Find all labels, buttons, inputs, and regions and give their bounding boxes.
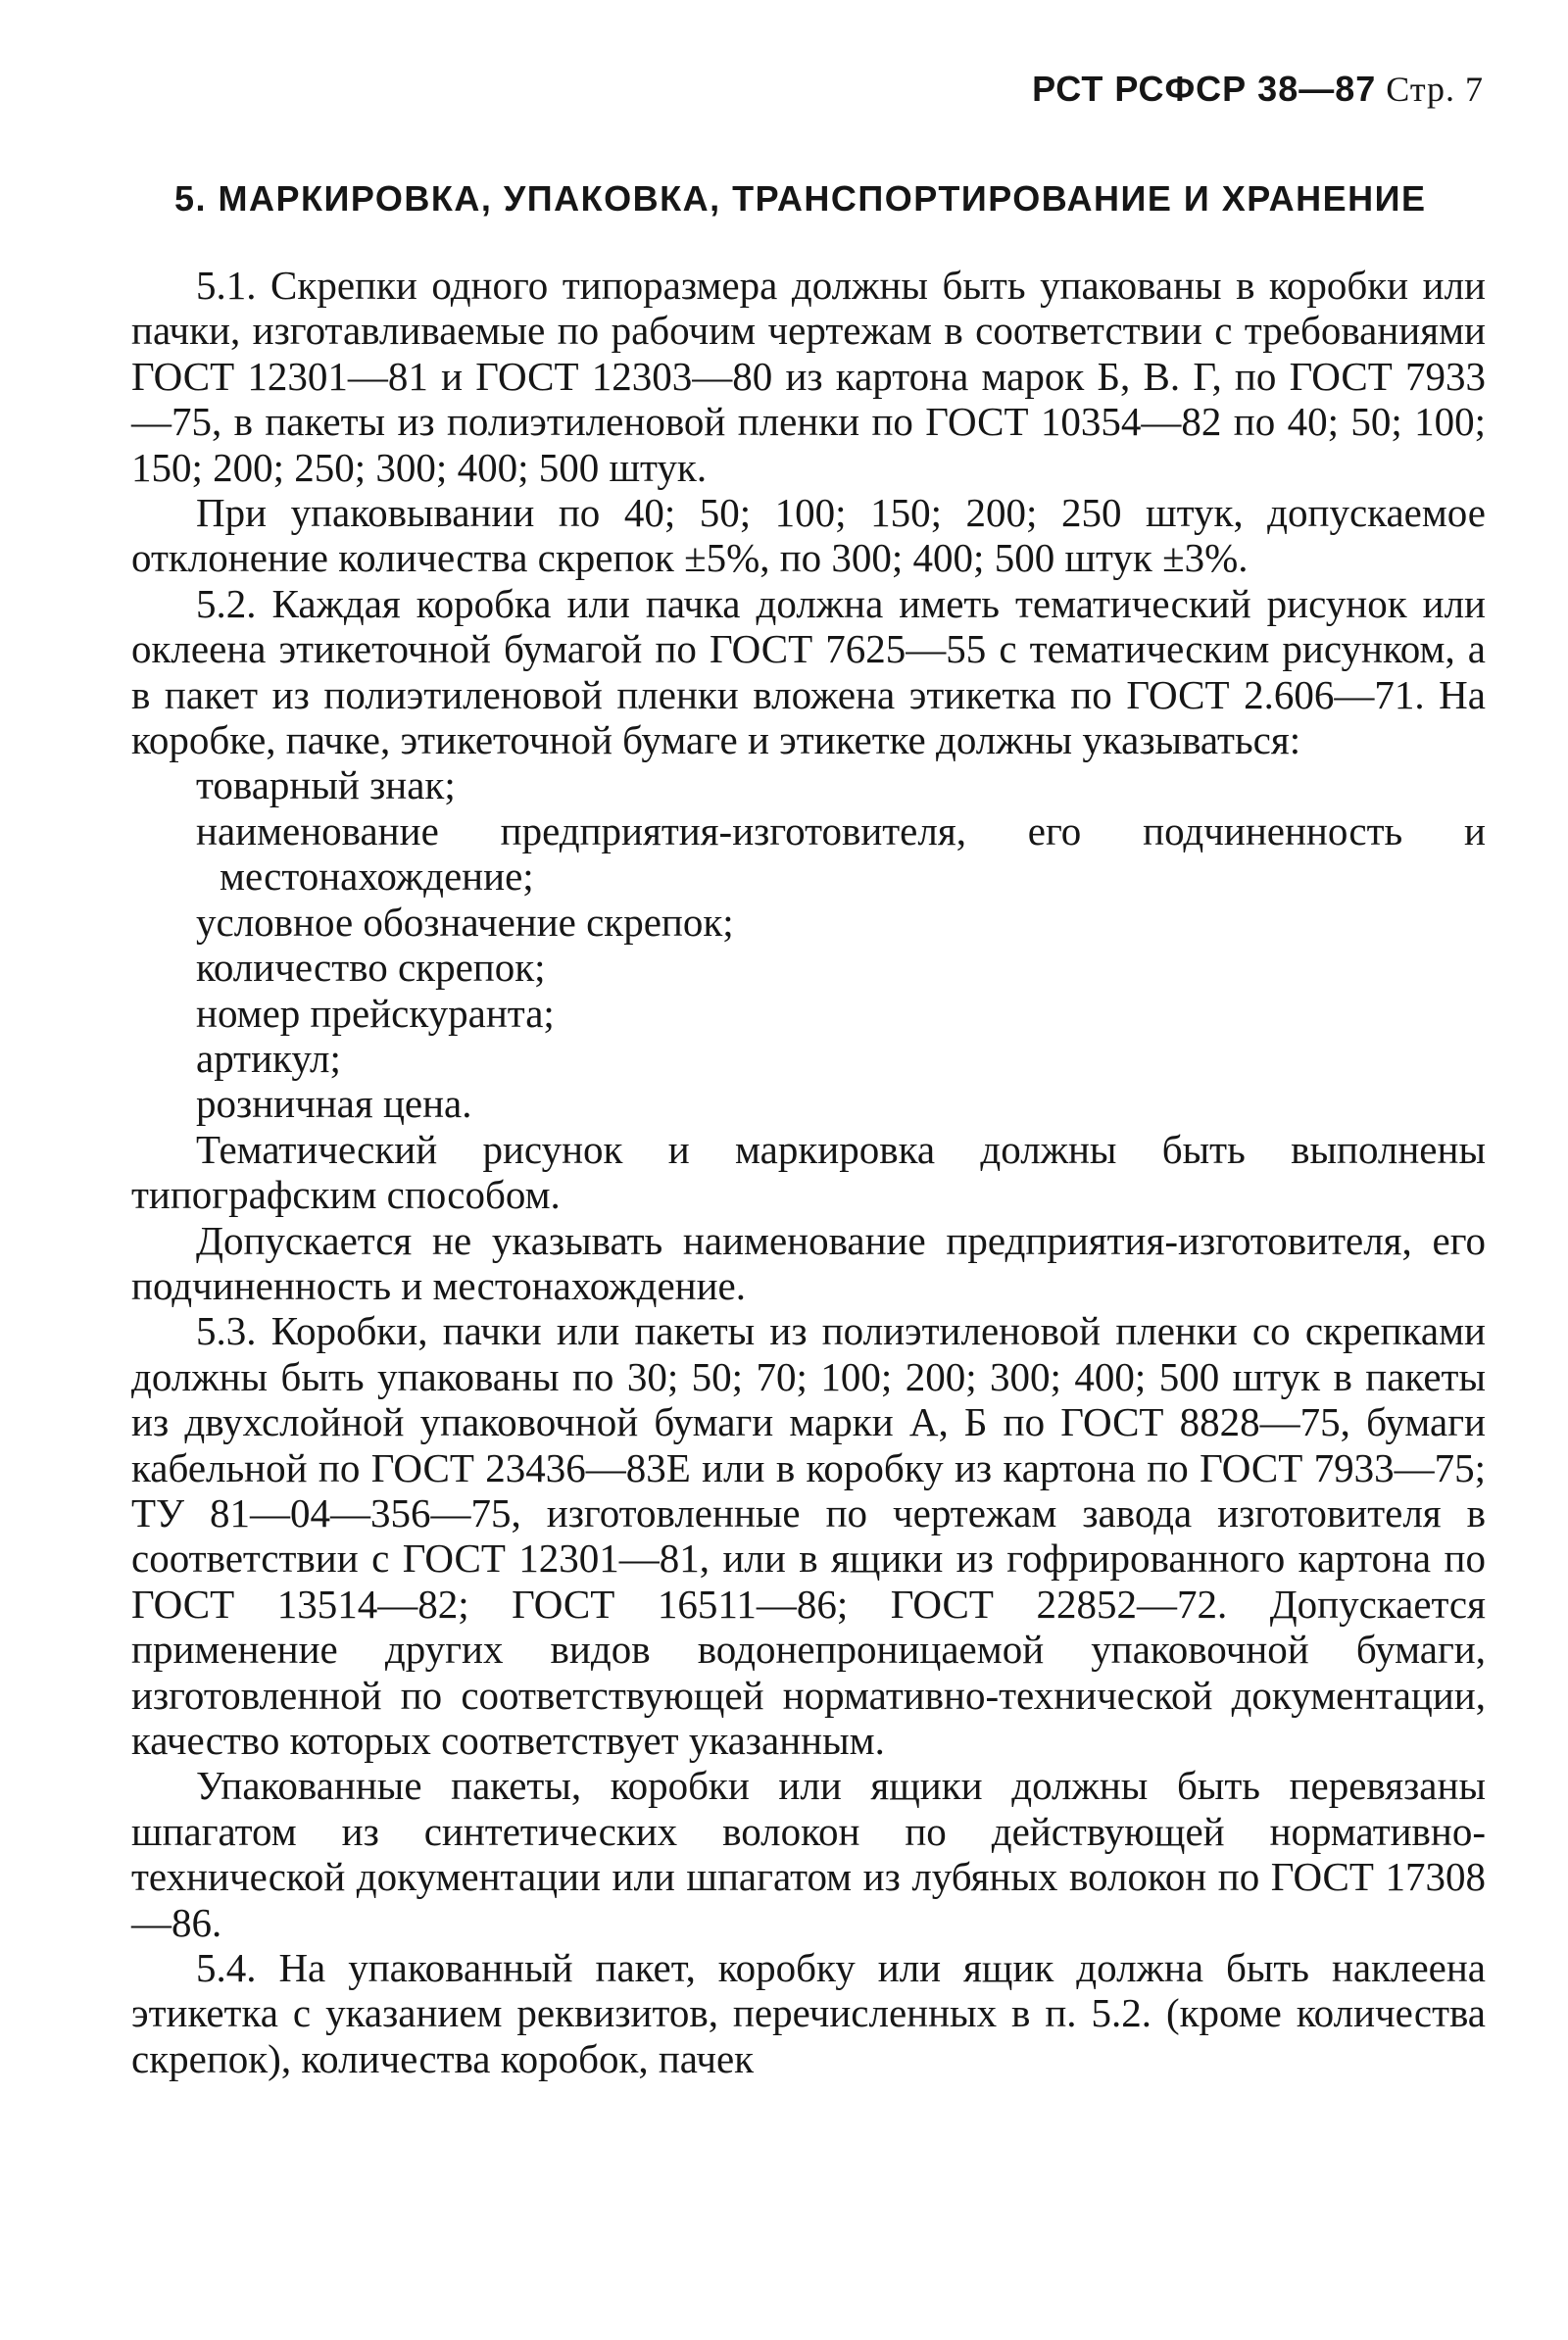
doc-code: РСТ РСФСР 38—87 — [1032, 69, 1377, 109]
section-body — [131, 263, 1486, 2081]
marking-list — [131, 762, 1486, 1126]
paragraph-allowance: Допускается не указывать наименование предприятия-изготовителя, его подчиненность и местонахождение. — [131, 1217, 1486, 1308]
list-item: номер прейскуранта; — [196, 990, 555, 1036]
paragraph-tying: Упакованные пакеты, коробки или ящики должны быть перевязаны шпагатом из синтетических волокон по действующей нормативно-технической документации или шпагатом из лубяных волокон по ГОСТ 17308—86. — [131, 1763, 1486, 1945]
list-item: товарный знак; — [196, 762, 456, 808]
list-item: артикул; — [196, 1035, 341, 1081]
list-item: условное обозначение скрепок; — [196, 899, 734, 945]
paragraph-5-2: 5.2. Каждая коробка или пачка должна иметь тематический рисунок или оклеена этикеточной бумагой по ГОСТ 7625—55 с тематическим рисунком, а в пакет из полиэтиленовой пленки вложена этикетка по ГОСТ 2.606—71. На коробке, пачке, этикеточной бумаге и этикетке должны указываться: — [131, 580, 1486, 763]
list-item: количество скрепок; — [196, 945, 546, 991]
paragraph-print-method: Тематический рисунок и маркировка должны быть выполнены типографским способом. — [131, 1126, 1486, 1218]
list-item: розничная цена. — [196, 1081, 472, 1127]
paragraph-5-1: 5.1. Скрепки одного типоразмера должны быть упакованы в коробки или пачки, изготавливаемые по рабочим чертежам в соответствии с требованиями ГОСТ 12301—81 и ГОСТ 12303—80 из картона марок Б, В. Г, по ГОСТ 7933—75, в пакеты из полиэтиленовой пленки по ГОСТ 10354—82 по 40; 50; 100; 150; 200; 250; 300; 400; 500 штук. — [131, 263, 1486, 490]
page-number: Стр. 7 — [1386, 70, 1484, 109]
page-header — [1032, 69, 1484, 110]
list-item: наименование предприятия-изготовителя, его подчиненность и местонахождение; — [196, 807, 1486, 900]
section-title: 5. МАРКИРОВКА, УПАКОВКА, ТРАНСПОРТИРОВАНИЕ И ХРАНЕНИЕ — [174, 178, 1427, 219]
paragraph-5-3: 5.3. Коробки, пачки или пакеты из полиэтиленовой пленки со скрепками должны быть упакованы по 30; 50; 70; 100; 200; 300; 400; 500 штук в пакеты из двухслойной упаковочной бумаги марки А, Б по ГОСТ 8828—75, бумаги кабельной по ГОСТ 23436—83Е или в коробку из картона по ГОСТ 7933—75; ТУ 81—04—356—75, изготовленные по чертежам завода изготовителя в соответствии с ГОСТ 12301—81, или в ящики из гофрированного картона по ГОСТ 13514—82; ГОСТ 16511—86; ГОСТ 22852—72. Допускается применение других видов водонепроницаемой упаковочной бумаги, изготовленной по соответствующей нормативно-технической документации, качество которых соответствует указанным. — [131, 1308, 1486, 1763]
paragraph-tolerance: При упаковывании по 40; 50; 100; 150; 200; 250 штук, допускаемое отклонение количества скрепок ±5%, по 300; 400; 500 штук ±3%. — [131, 490, 1486, 581]
paragraph-5-4: 5.4. На упакованный пакет, коробку или ящик должна быть наклеена этикетка с указанием реквизитов, перечисленных в п. 5.2. (кроме количества скрепок), количества коробок, пачек — [131, 1945, 1486, 2081]
